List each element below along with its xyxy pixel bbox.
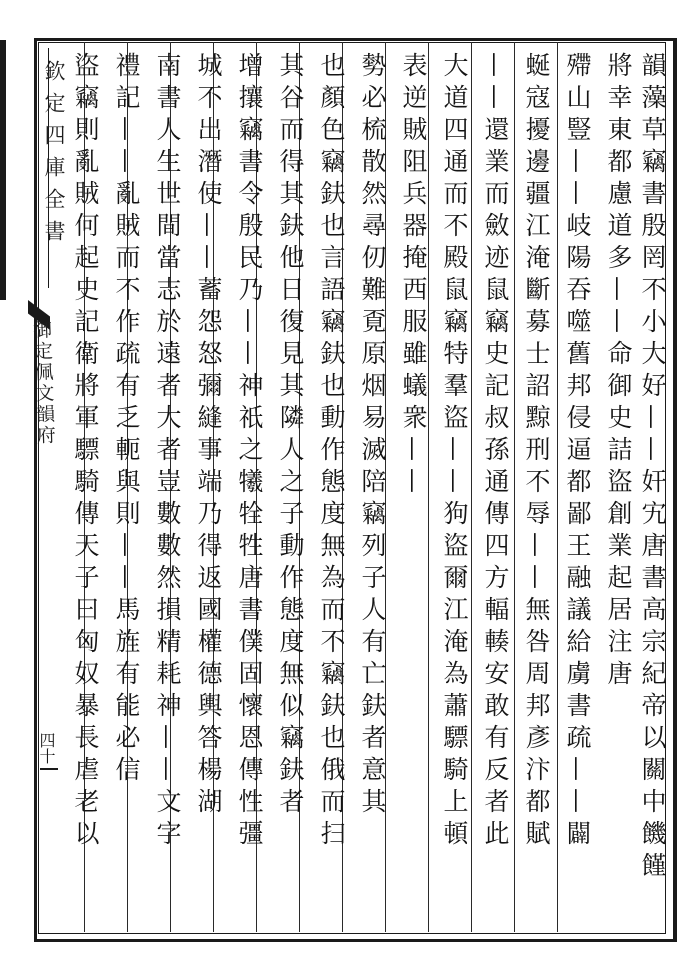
column-rule xyxy=(557,42,558,932)
text-column: 盜竊則亂賊何起史記衛將軍驃騎傳天子曰匈奴暴長虐老以 xyxy=(71,52,100,852)
text-column: 南書人生世間當志於遠者大者豈數數然損精耗神——文字 xyxy=(153,52,182,852)
text-column: 勢必梳散然尋仞難覔原烟易滅陪竊列子人有亡鈇者意其 xyxy=(358,52,387,820)
text-column: 韻藻草竊書殷罔不小大好——奸宄唐書高宗紀帝以關中饑饉將幸東都慮道多——命御史詰盜創業起居注唐 xyxy=(604,52,667,884)
book-title: 御定佩文韻府 xyxy=(29,319,57,447)
text-column: 蜒寇擾邊疆江淹斷募士詔黥刑不辱——無咎周邦彥汴都賦 xyxy=(522,52,551,852)
text-column: ——還業而斂迹鼠竊史記叔孫通傳四方輻輳安敢有反者此 xyxy=(481,52,510,852)
margin-header: 欽定四庫全書 xyxy=(42,60,66,252)
text-column: 城不出潛使——蓄怨怒彌縫事端乃得返國權德輿答楊湖 xyxy=(194,52,223,820)
text-column: 表逆賊阻兵器掩西服雖蟻衆—— xyxy=(399,52,428,500)
text-column: 也顏色竊鈇也言語竊鈇也動作態度無為而不竊鈇也俄而扫 xyxy=(317,52,346,852)
text-column: 其谷而得其鈇他日復見其隣人之子動作態度無似竊鈇者 xyxy=(276,52,305,820)
text-column: 殢山豎——岐陽吞噬舊邦侵逼都鄙王融議給虜書疏——闢 xyxy=(563,52,592,852)
text-column: 禮記——亂賊而不作疏有乏軛與則——馬旌有能必信 xyxy=(112,52,141,788)
text-column: 增攘竊書令殷民乃——神祇之犧牷牲唐書僕固懷恩傳性彊 xyxy=(235,52,264,852)
page-edge-shadow xyxy=(0,40,6,300)
text-column: 大道四通而不殿鼠竊特羣盜——狗盜爾江淹為蕭驃騎上頓 xyxy=(440,52,469,852)
page-number: 四十 xyxy=(40,732,58,770)
column-rule xyxy=(471,42,472,932)
column-rule xyxy=(514,42,515,932)
